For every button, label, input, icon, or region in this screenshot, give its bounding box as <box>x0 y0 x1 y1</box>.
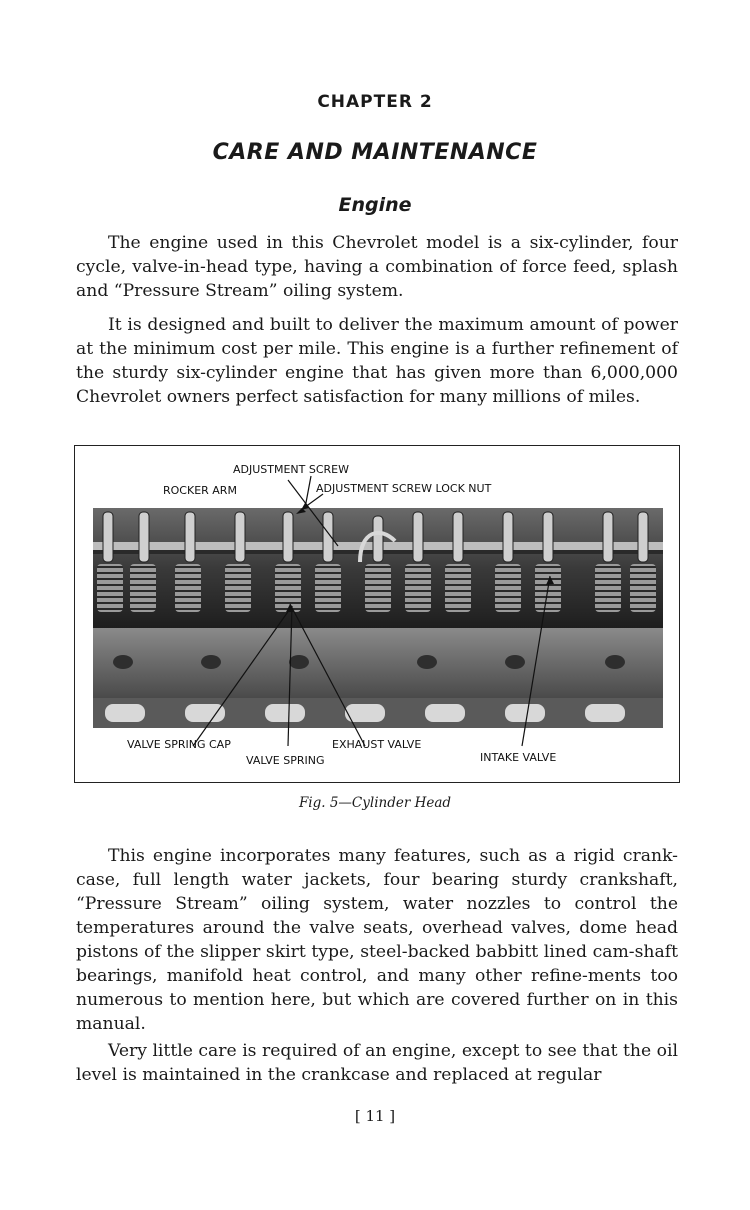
label-adjustment-screw: ADJUSTMENT SCREW <box>233 463 350 476</box>
page-number: [ 11 ] <box>354 1107 396 1125</box>
label-lock-nut: ADJUSTMENT SCREW LOCK NUT <box>316 482 492 495</box>
figure-caption: Fig. 5—Cylinder Head <box>298 795 452 811</box>
chapter-heading: CHAPTER 2 <box>317 92 433 112</box>
paragraph-engine-features: This engine incorporates many features, such as a rigid crank-case, full length water jackets, four bearing sturdy crankshaft, “Pressure Stream” oiling system, water nozzles to control the temperatures around the valve seats, overhead valves, dome head pistons of the slipper skirt type, steel-backed babbitt lined cam-shaft bearings, manifold heat control, and many other refine-ments too numerous to mention here, but which are covered further on in this manual. <box>76 846 678 1034</box>
label-valve-spring-cap: VALVE SPRING CAP <box>127 738 231 751</box>
label-valve-spring: VALVE SPRING <box>246 754 325 767</box>
label-rocker-arm: ROCKER ARM <box>163 484 237 497</box>
cylinder-head-figure <box>74 445 680 783</box>
cylinder-head-illustration <box>75 446 678 781</box>
chapter-title: CARE AND MAINTENANCE <box>212 140 538 165</box>
label-exhaust-valve: EXHAUST VALVE <box>332 738 422 751</box>
section-title: Engine <box>338 194 412 216</box>
paragraph-engine-care: Very little care is required of an engine, except to see that the oil level is maintained in the crankcase and replaced at regular <box>76 1041 678 1085</box>
paragraph-engine-type: The engine used in this Chevrolet model is a six-cylinder, four cycle, valve-in-head type, having a combination of force feed, splash and “Pressure Stream” oiling system. <box>76 233 678 301</box>
engine-photo <box>93 508 663 728</box>
paragraph-engine-design: It is designed and built to deliver the maximum amount of power at the minimum cost per mile. This engine is a further refinement of the sturdy six-cylinder engine that has given more than 6,000,000 Chevrolet owners perfect satisfaction for many millions of miles. <box>76 315 678 407</box>
label-intake-valve: INTAKE VALVE <box>480 751 557 764</box>
